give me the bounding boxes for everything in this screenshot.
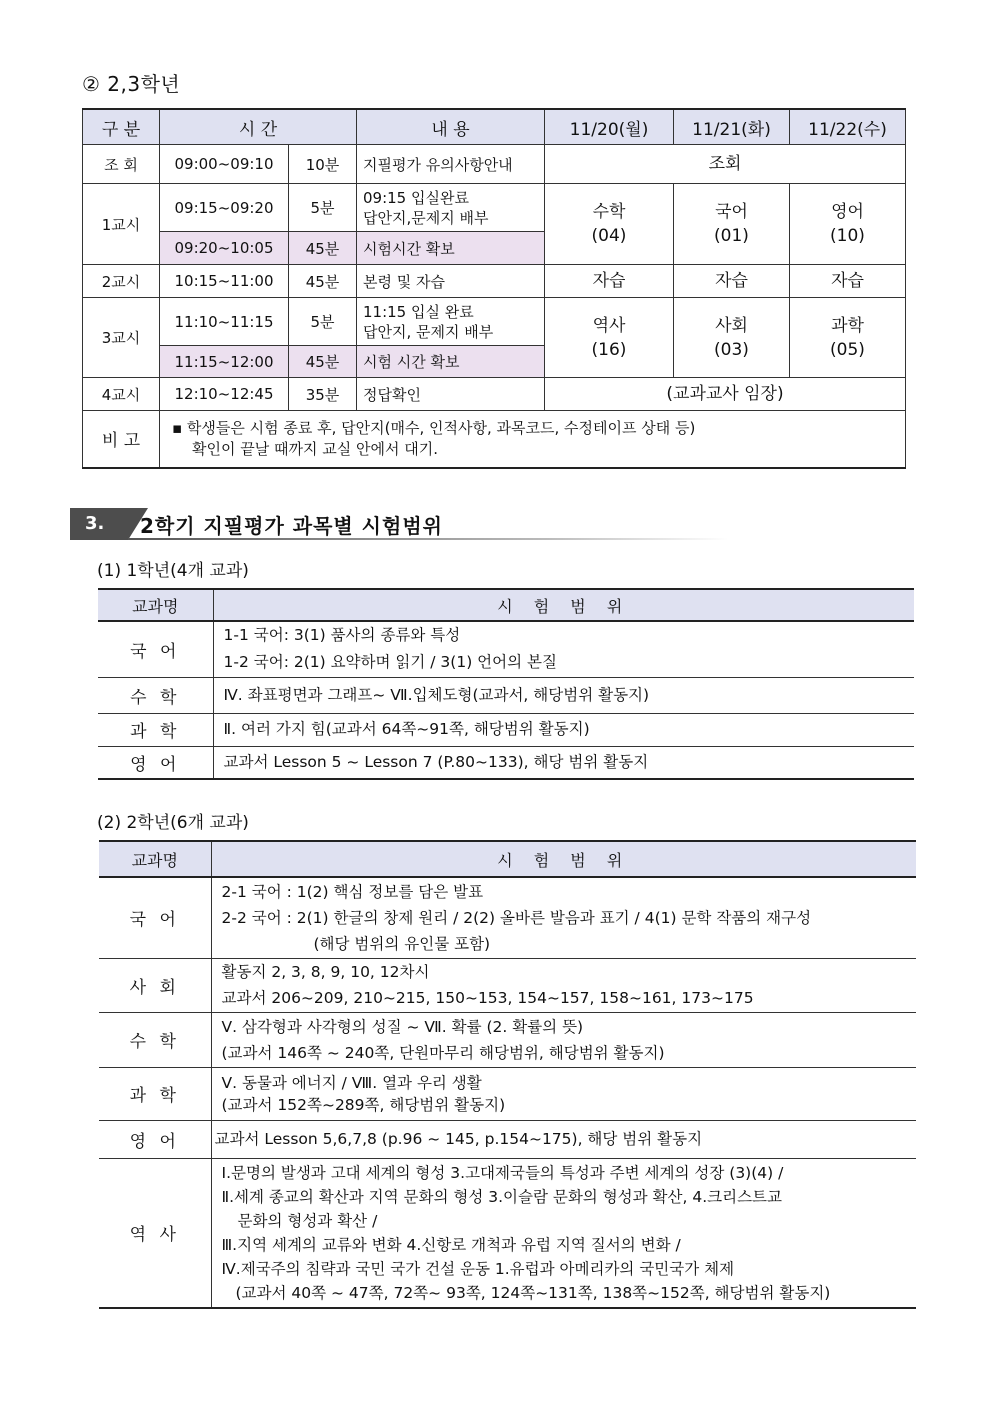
table-row [99, 1012, 916, 1067]
time-cell: 09:15~09:20 [160, 184, 289, 232]
col-subject-header: 교과명 [98, 589, 213, 621]
content-cell: 시험 시간 확보 [357, 346, 545, 378]
range-cell [213, 621, 914, 677]
content-cell: 시험시간 확보 [357, 232, 545, 265]
note-line: 확인이 끝날 때까지 교실 안에서 대기. [192, 439, 438, 458]
range-cell [211, 1158, 916, 1308]
table-row [99, 877, 916, 958]
banner-number: 3. [70, 508, 128, 540]
exam-subject-cell [674, 184, 790, 265]
range-line: 2-1 국어 : 1(2) 핵심 정보를 담은 발표 [221, 882, 484, 901]
range-cell [211, 877, 916, 958]
period-label: 1교시 [83, 184, 160, 265]
range-line: 활동지 2, 3, 8, 9, 10, 12차시 [221, 963, 430, 981]
table-row [98, 621, 914, 677]
content-line: 답안지,문제지 배부 [363, 208, 489, 227]
duration-cell: 35분 [289, 378, 357, 411]
range-line: (해당 범위의 유인물 포함) [313, 934, 491, 953]
range-cell [211, 1012, 916, 1067]
range-line: 1-2 국어: 2(1) 요약하며 읽기 / 3(1) 언어의 본질 [223, 653, 557, 672]
range-line: Ⅴ. 동물과 에너지 / Ⅷ. 열과 우리 생활 [221, 1073, 482, 1092]
grade1-range-table [98, 588, 914, 780]
duration-cell: 45분 [289, 265, 357, 298]
duration-cell: 10분 [289, 145, 357, 184]
time-cell: 10:15~11:00 [160, 265, 289, 298]
time-cell: 09:00~09:10 [160, 145, 289, 184]
subject-name: 사회 [715, 315, 748, 336]
range-line: Ⅰ.문명의 발생과 고대 세계의 형성 3.고대제국들의 특성과 주변 세계의 성장 (3)(4) / [221, 1163, 784, 1182]
header-day-2: 11/21(화) [674, 109, 790, 145]
range-line: 2-2 국어 : 2(1) 한글의 창제 원리 / 2(2) 올바른 발음과 표기 / 4(1) 문학 작품의 재구성 [221, 908, 812, 927]
subject-cell: 과 학 [98, 713, 213, 746]
time-cell: 11:10~11:15 [160, 298, 289, 346]
subject-cell: 국 어 [98, 621, 213, 677]
header-category: 구 분 [83, 109, 160, 145]
range-line: 문화의 형성과 확산 / [237, 1211, 378, 1230]
table-row [98, 713, 914, 746]
time-cell: 11:15~12:00 [160, 346, 289, 378]
table-row [98, 677, 914, 713]
subject-cell: 영 어 [99, 1120, 211, 1158]
subject-code: (05) [830, 339, 865, 360]
col-range-header: 시 험 범 위 [213, 589, 914, 621]
subject-cell: 사 회 [99, 958, 211, 1012]
duration-cell: 5분 [289, 298, 357, 346]
schedule-row-note [83, 411, 906, 468]
time-cell: 09:20~10:05 [160, 232, 289, 265]
schedule-header-row [83, 109, 906, 145]
content-line: 11:15 입실 완료 [363, 302, 474, 321]
table-row [98, 746, 914, 779]
range-line: 1-1 국어: 3(1) 품사의 종류와 특성 [223, 626, 461, 645]
subject-name: 영어 [831, 202, 864, 222]
subject-cell: 수 학 [98, 677, 213, 713]
range-line: 교과서 Lesson 5 ~ Lesson 7 (P.80~133), 해당 범위 활동지 [213, 746, 914, 779]
subject-name: 국어 [715, 202, 748, 222]
exam-subject-cell [674, 298, 790, 378]
note-content [160, 411, 906, 468]
period-label: 2교시 [83, 265, 160, 298]
grade2-range-table [99, 840, 916, 1309]
grade2-header-row [99, 841, 916, 877]
self-study-cell: 자습 [674, 265, 790, 298]
time-cell: 12:10~12:45 [160, 378, 289, 411]
duration-cell: 5분 [289, 184, 357, 232]
period-label: 4교시 [83, 378, 160, 411]
merged-cell: 조회 [545, 145, 906, 184]
content-line: 답안지, 문제지 배부 [363, 322, 494, 341]
banner-title: 2학기 지필평가 과목별 시험범위 [140, 514, 443, 538]
grade2-heading: (2) 2학년(6개 교과) [97, 813, 249, 833]
exam-subject-cell [545, 184, 674, 265]
schedule-row-p3a [83, 298, 906, 346]
duration-cell: 45분 [289, 346, 357, 378]
exam-schedule-table [82, 108, 906, 469]
subject-code: (03) [714, 339, 749, 360]
subject-code: (01) [714, 226, 749, 246]
merged-cell: (교과교사 임장) [545, 378, 906, 411]
section-title: ② 2,3학년 [82, 72, 181, 96]
subject-cell: 영 어 [98, 746, 213, 779]
subject-name: 역사 [592, 315, 626, 336]
range-line: Ⅱ.세계 종교의 확산과 지역 문화의 형성 3.이슬람 문화의 형성과 확산, 4.크리스트교 [221, 1187, 782, 1206]
subject-cell: 과 학 [99, 1067, 211, 1120]
grade1-header-row [98, 589, 914, 621]
note-label: 비 고 [83, 411, 160, 468]
duration-cell: 45분 [289, 232, 357, 265]
range-line: Ⅲ.지역 세계의 교류와 변화 4.신항로 개척과 유럽 지역 질서의 변화 / [221, 1235, 681, 1254]
self-study-cell: 자습 [545, 265, 674, 298]
table-row [99, 1158, 916, 1308]
schedule-row-morning [83, 145, 906, 184]
exam-subject-cell [790, 298, 906, 378]
content-cell: 정답확인 [357, 378, 545, 411]
subject-name: 과학 [831, 315, 864, 336]
range-line: 교과서 206~209, 210~215, 150~153, 154~157, 158~161, 173~175 [221, 989, 754, 1007]
content-line: 09:15 입실완료 [363, 188, 469, 207]
range-line: Ⅳ.제국주의 침략과 국민 국가 건설 운동 1.유럽과 아메리카의 국민국가 체제 [221, 1259, 735, 1278]
content-cell: 본령 및 자습 [357, 265, 545, 298]
period-label: 조 회 [83, 145, 160, 184]
range-line: (교과서 40쪽 ~ 47쪽, 72쪽~ 93쪽, 124쪽~131쪽, 138쪽~152쪽, 해당범위 활동지) [235, 1283, 831, 1302]
col-subject-header: 교과명 [99, 841, 211, 877]
schedule-row-p4 [83, 378, 906, 411]
range-line: (교과서 146쪽 ~ 240쪽, 단원마무리 해당범위, 해당범위 활동지) [221, 1043, 665, 1062]
subject-code: (04) [591, 226, 627, 246]
grade1-heading: (1) 1학년(4개 교과) [97, 561, 249, 581]
subject-name: 수학 [592, 202, 626, 222]
subject-cell: 국 어 [99, 877, 211, 958]
content-cell [357, 184, 545, 232]
table-row [99, 958, 916, 1012]
range-line: (교과서 152쪽~289쪽, 해당범위 활동지) [221, 1095, 506, 1114]
range-line: Ⅱ. 여러 가지 힘(교과서 64쪽~91쪽, 해당범위 활동지) [213, 713, 914, 746]
subject-code: (10) [830, 226, 865, 246]
header-day-1: 11/20(월) [545, 109, 674, 145]
subject-code: (16) [591, 339, 627, 360]
header-content: 내 용 [357, 109, 545, 145]
range-line: 교과서 Lesson 5,6,7,8 (p.96 ~ 145, p.154~175), 해당 범위 활동지 [211, 1120, 916, 1158]
header-day-3: 11/22(수) [790, 109, 906, 145]
period-label: 3교시 [83, 298, 160, 378]
range-line: Ⅴ. 삼각형과 사각형의 성질 ~ Ⅶ. 확률 (2. 확률의 뜻) [221, 1017, 584, 1036]
note-line: ▪ 학생들은 시험 종료 후, 답안지(매수, 인적사항, 과목코드, 수정테이프 상태 등) [172, 418, 696, 437]
table-row [99, 1067, 916, 1120]
subject-cell: 역 사 [99, 1158, 211, 1308]
self-study-cell: 자습 [790, 265, 906, 298]
exam-subject-cell [790, 184, 906, 265]
schedule-row-p1a [83, 184, 906, 232]
subject-cell: 수 학 [99, 1012, 211, 1067]
section-banner [70, 508, 710, 540]
content-cell [357, 298, 545, 346]
range-line: Ⅳ. 좌표평면과 그래프~ Ⅶ.입체도형(교과서, 해당범위 활동지) [213, 677, 914, 713]
header-time: 시 간 [160, 109, 357, 145]
range-cell [211, 1067, 916, 1120]
exam-subject-cell [545, 298, 674, 378]
schedule-row-p2 [83, 265, 906, 298]
range-cell [211, 958, 916, 1012]
content-cell: 지필평가 유의사항안내 [357, 145, 545, 184]
col-range-header: 시 험 범 위 [211, 841, 916, 877]
table-row [99, 1120, 916, 1158]
